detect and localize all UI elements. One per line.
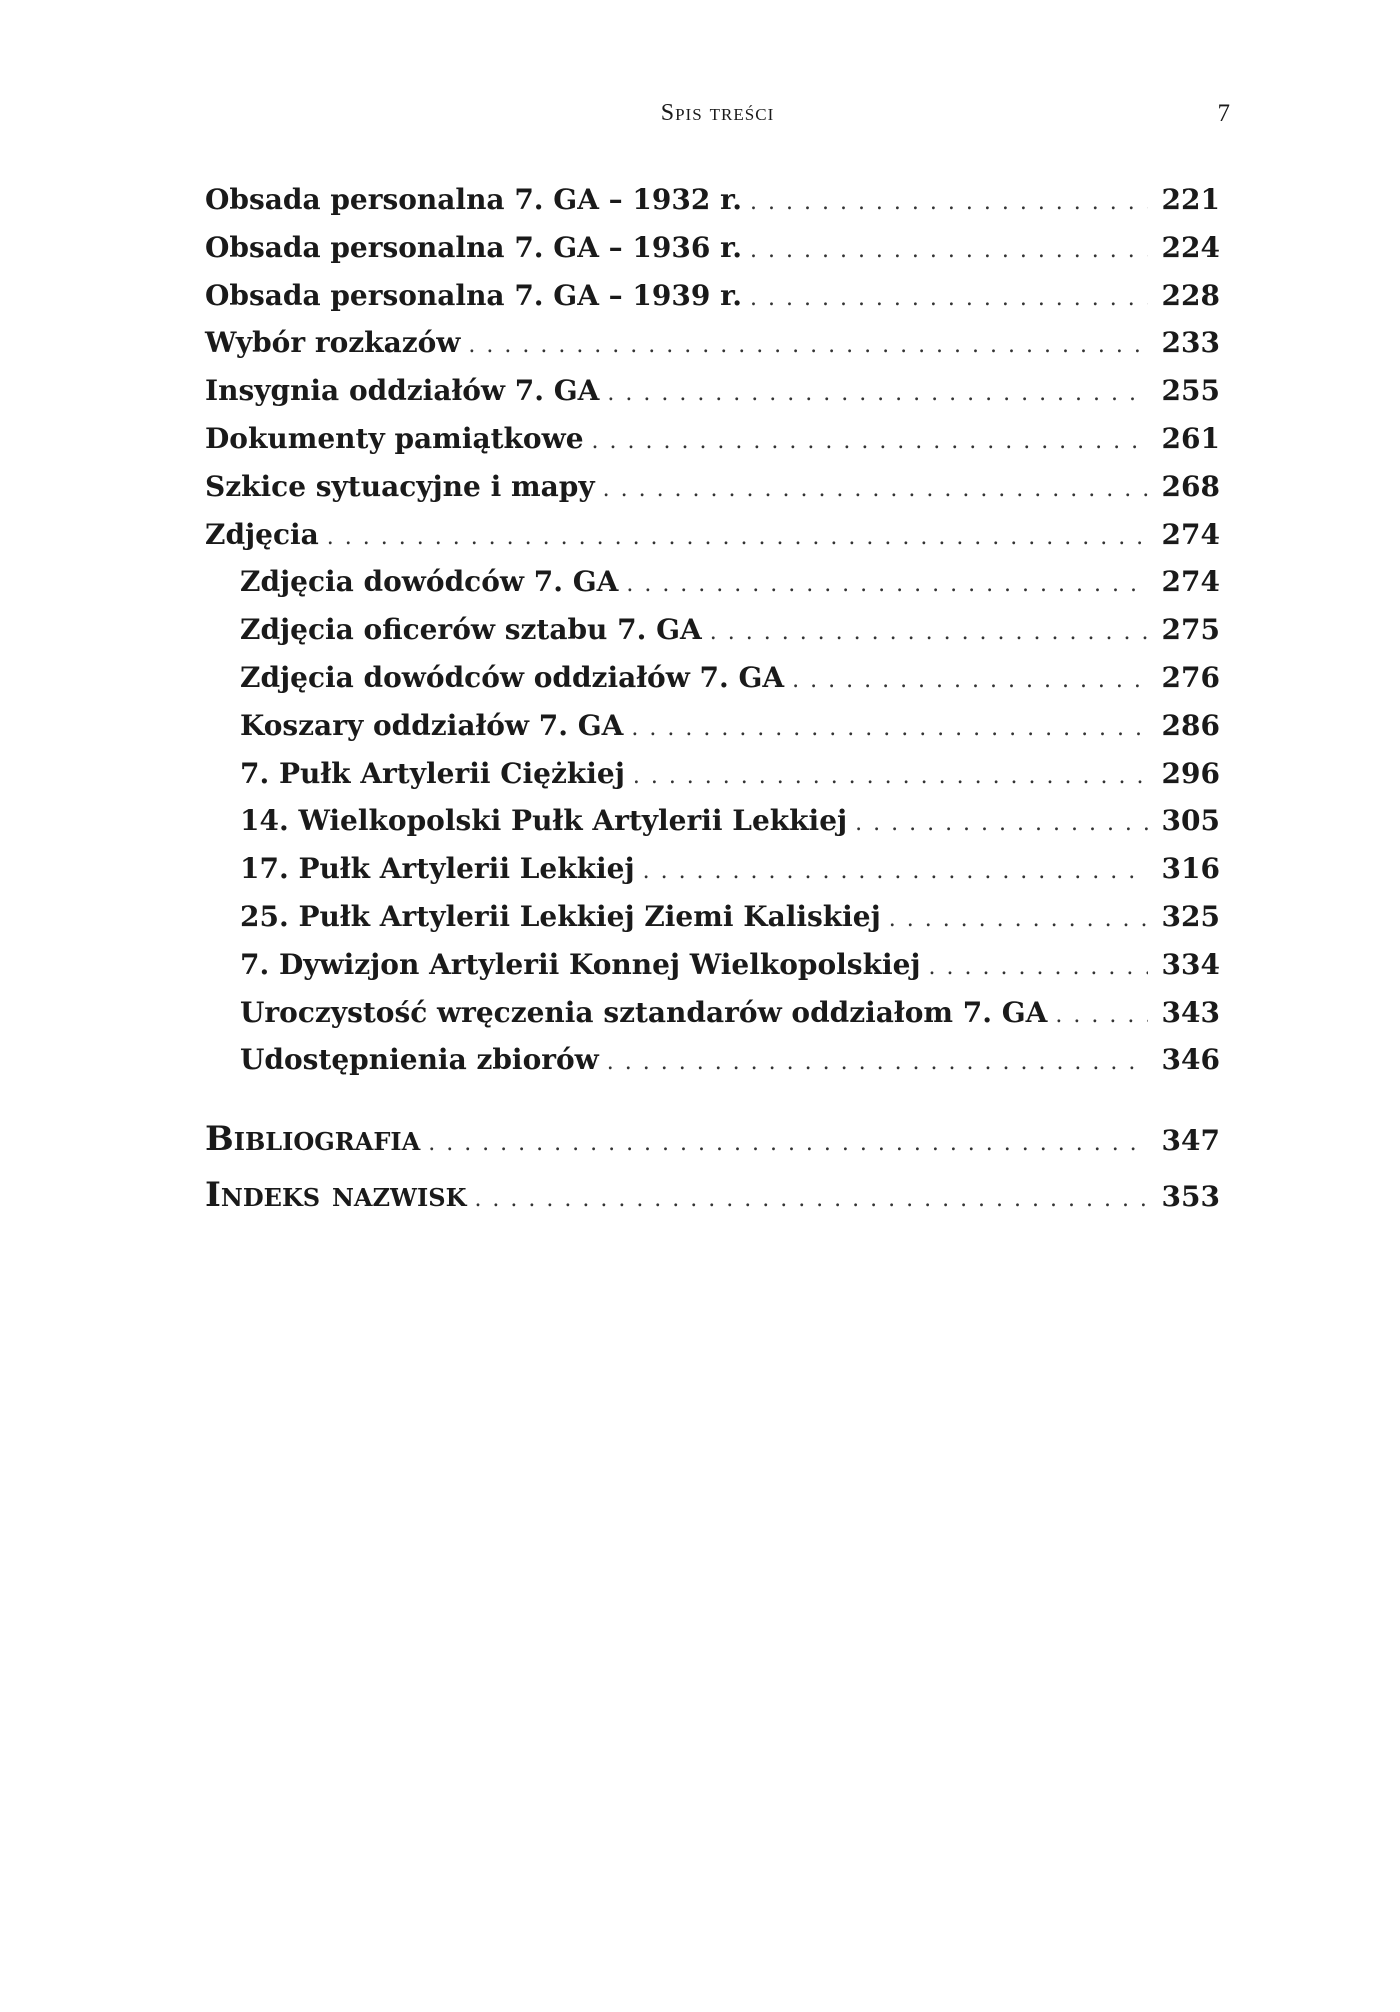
dot-leader: [474, 1187, 1147, 1212]
toc-entry: [205, 183, 1220, 231]
toc-entry-label: Obsada personalna 7. GA – 1932 r.: [205, 183, 743, 216]
dot-leader: [710, 620, 1148, 645]
page-number: 7: [1217, 100, 1230, 127]
toc-entry-label: Insygnia oddziałów 7. GA: [205, 374, 600, 408]
toc-entry-label: 7. Pułk Artylerii Ciężkiej: [240, 756, 625, 790]
toc-entry-page: 274: [1161, 517, 1220, 551]
dot-leader: [607, 381, 1147, 406]
toc-entry: [205, 518, 1220, 566]
toc-entry-page: 353: [1161, 1180, 1220, 1214]
toc-subentry: [205, 757, 1220, 805]
toc-entry-label: Uroczystość wręczenia sztandarów oddziałom 7. GA: [240, 995, 1048, 1029]
toc-subentry: [205, 565, 1220, 613]
toc-entry-page: 325: [1161, 899, 1220, 933]
toc-subentry: [205, 1043, 1220, 1091]
toc-entry-page: 228: [1161, 278, 1220, 312]
toc-entry-page: 268: [1161, 469, 1220, 503]
toc-subentry: [205, 661, 1220, 709]
dot-leader: [792, 668, 1147, 693]
toc-entry: [205, 422, 1220, 470]
dot-leader: [643, 859, 1148, 884]
toc-entry-label: 25. Pułk Artylerii Lekkiej Ziemi Kaliskiej: [240, 899, 881, 933]
toc-entry-label: Koszary oddziałów 7. GA: [240, 708, 624, 742]
dot-leader: [603, 477, 1148, 502]
dot-leader: [750, 238, 1148, 263]
toc-chapter-entry: [205, 1175, 1220, 1231]
toc-entry-page: 296: [1161, 756, 1220, 790]
dot-leader: [855, 811, 1147, 836]
dot-leader: [327, 525, 1148, 550]
toc-entry-label: Obsada personalna 7. GA – 1939 r.: [205, 278, 743, 312]
toc-entry-page: 316: [1161, 852, 1220, 886]
toc-entry: [205, 374, 1220, 422]
dot-leader: [592, 429, 1148, 454]
toc-entry-label: Zdjęcia dowódców oddziałów 7. GA: [240, 660, 785, 694]
toc-entry-page: 334: [1161, 947, 1220, 981]
running-header: [205, 100, 1230, 140]
dot-leader: [750, 190, 1148, 215]
dot-leader: [626, 572, 1147, 597]
toc-entry: [205, 279, 1220, 327]
toc-entry-page: 255: [1161, 374, 1220, 408]
dot-leader: [631, 716, 1147, 741]
dot-leader: [889, 907, 1148, 932]
toc-entry-page: 346: [1161, 1043, 1220, 1077]
toc-entry: [205, 231, 1220, 279]
toc-entry-label: Zdjęcia: [205, 517, 319, 551]
dot-leader: [468, 333, 1147, 358]
toc-entry-page: 347: [1161, 1124, 1220, 1158]
toc-subentry: [205, 996, 1220, 1044]
toc-subentry: [205, 948, 1220, 996]
toc-entry-label: Udostępnienia zbiorów: [240, 1043, 599, 1077]
toc-entry-page: 261: [1161, 421, 1220, 455]
toc-entry-label: Wybór rozkazów: [205, 326, 461, 360]
toc-entry-label: 14. Wielkopolski Pułk Artylerii Lekkiej: [240, 804, 848, 838]
running-title: Spis treści: [660, 100, 775, 126]
toc-subentry: [205, 613, 1220, 661]
table-of-contents: [205, 183, 1220, 1231]
toc-entry: [205, 326, 1220, 374]
toc-chapter-entry: [205, 1119, 1220, 1175]
dot-leader: [750, 286, 1148, 311]
dot-leader: [428, 1131, 1147, 1156]
toc-entry-page: 343: [1161, 995, 1220, 1029]
toc-entry-label: Zdjęcia dowódców 7. GA: [240, 565, 619, 599]
dot-leader: [929, 955, 1148, 980]
dot-leader: [1055, 1003, 1147, 1028]
toc-entry-label: 17. Pułk Artylerii Lekkiej: [240, 852, 635, 886]
toc-entry: [205, 470, 1220, 518]
toc-entry-label: Bibliografia: [205, 1119, 421, 1160]
toc-subentry: [205, 900, 1220, 948]
toc-entry-label: 7. Dywizjon Artylerii Konnej Wielkopolskiej: [240, 947, 921, 981]
toc-entry-page: 274: [1161, 565, 1220, 599]
toc-entry-label: Dokumenty pamiątkowe: [205, 421, 584, 455]
toc-subentry: [205, 852, 1220, 900]
toc-subentry: [205, 709, 1220, 757]
toc-entry-page: 221: [1161, 183, 1220, 216]
toc-entry-page: 275: [1161, 613, 1220, 647]
toc-entry-label: Obsada personalna 7. GA – 1936 r.: [205, 230, 743, 264]
toc-entry-label: Indeks nazwisk: [205, 1175, 467, 1216]
dot-leader: [633, 764, 1148, 789]
toc-subentry: [205, 804, 1220, 852]
toc-entry-label: Zdjęcia oficerów sztabu 7. GA: [240, 613, 702, 647]
toc-entry-page: 305: [1161, 804, 1220, 838]
toc-entry-page: 276: [1161, 660, 1220, 694]
toc-entry-page: 233: [1161, 326, 1220, 360]
toc-entry-page: 224: [1161, 230, 1220, 264]
toc-entry-page: 286: [1161, 708, 1220, 742]
dot-leader: [607, 1050, 1148, 1075]
toc-entry-label: Szkice sytuacyjne i mapy: [205, 469, 595, 503]
